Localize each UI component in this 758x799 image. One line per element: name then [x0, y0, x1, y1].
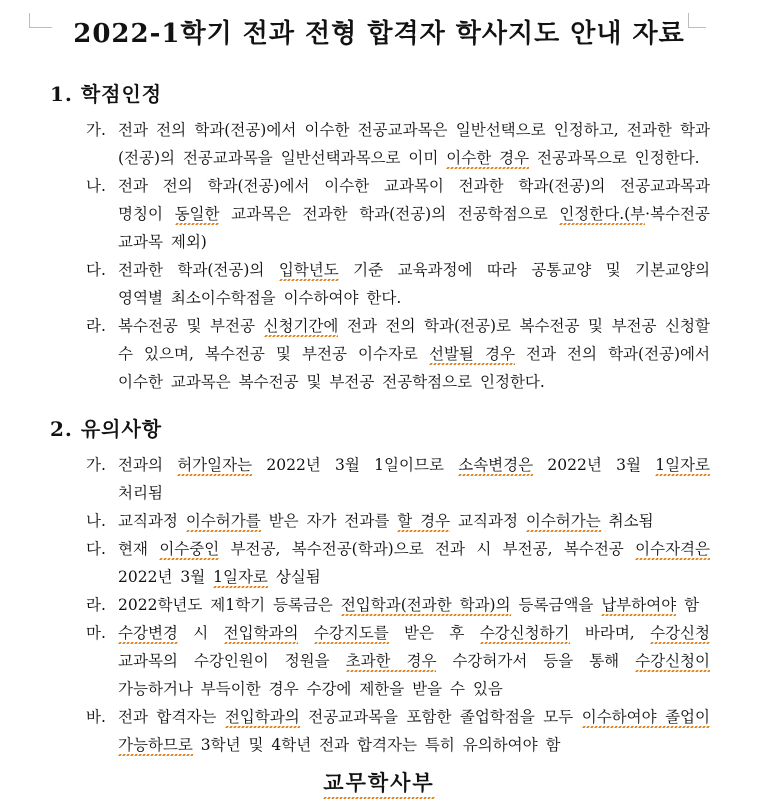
- item-text: [118, 591, 710, 619]
- page-margin-corner-mark-left: [29, 13, 52, 28]
- spellcheck-underlined-text: 이수한 경우: [446, 149, 530, 167]
- text-segment: 함: [676, 596, 700, 614]
- spellcheck-underlined-text: 수강신청하기: [479, 624, 570, 642]
- text-segment: 전과의: [118, 456, 178, 474]
- text-segment: 부전공, 복수전공(학과)으로 전과 시 부전공, 복수전공: [219, 540, 636, 558]
- item-label: 라.: [86, 317, 106, 335]
- spellcheck-underlined-text: 이수허가를: [185, 512, 261, 530]
- item-label: 나.: [86, 177, 106, 195]
- section-heading: 2. 유의사항: [50, 417, 163, 441]
- list-item: [86, 591, 710, 619]
- item-label: 다.: [86, 540, 106, 558]
- spellcheck-underlined-text: 전입학과의: [223, 624, 299, 642]
- document-body: [0, 78, 758, 759]
- spellcheck-underlined-text: 허가일자는: [177, 456, 253, 474]
- text-segment: 기준 교육과정에 따라 공통교양 및 기본교양의 영역별 최소이수학점을 이수하여야 한다.: [118, 261, 710, 307]
- spellcheck-underlined-text: 1일자로: [655, 456, 710, 474]
- spellcheck-underlined-text: 수강신청: [650, 624, 710, 642]
- text-segment: 받은 자가 전과를: [260, 512, 398, 530]
- spellcheck-underlined-text: 수강신청이: [635, 652, 710, 670]
- spellcheck-underlined-text: 소속변경은: [458, 456, 534, 474]
- list-item: [86, 172, 710, 256]
- text-segment: 수강허가서 등을 통해: [436, 652, 636, 670]
- text-segment: 취소됨: [600, 512, 654, 530]
- text-segment: 시: [177, 624, 224, 642]
- page-margin-corner-mark-right: [688, 13, 706, 28]
- spellcheck-underlined-text: 초과한 경우: [345, 652, 437, 670]
- section-credit-recognition: [50, 78, 710, 396]
- text-segment: 현재: [118, 540, 160, 558]
- item-label: 다.: [86, 261, 106, 279]
- spellcheck-underlined-text: 이수중인: [159, 540, 220, 558]
- text-segment: 복수전공 및 부전공: [118, 317, 264, 335]
- section-heading: 1. 학점인정: [50, 82, 163, 106]
- spellcheck-underlined-text: 입학년도: [278, 261, 339, 279]
- spellcheck-underlined-text: 선발될 경우: [428, 345, 515, 363]
- item-text: [118, 116, 710, 172]
- item-text: [118, 619, 710, 703]
- text-segment: 2022년 3월 1일이므로: [252, 456, 459, 474]
- item-text: [118, 256, 710, 312]
- text-segment: 전공교과목을 포함한 졸업학점을 모두: [299, 708, 582, 726]
- item-text: [118, 172, 710, 256]
- item-label: 나.: [86, 512, 106, 530]
- spellcheck-underlined-text: 신청기간에: [263, 317, 339, 335]
- item-label: 가.: [86, 456, 106, 474]
- spellcheck-underlined-text: 인정한다.(부: [559, 205, 646, 223]
- list-item: [86, 451, 710, 507]
- spellcheck-underlined-text: 전입학과(전과한 학과)의: [340, 596, 511, 614]
- text-segment: 전공과목으로 인정한다.: [529, 149, 700, 167]
- item-text: [118, 451, 710, 507]
- text-segment: 전과 전의 학과(전공)로 복수전공 및 부전공 신청할 수 있으며, 복수전공 및 부전공 이수자로: [118, 317, 710, 363]
- spellcheck-underlined-text: 이수자격은: [635, 540, 711, 558]
- list-item: [86, 619, 710, 703]
- list-item: [86, 256, 710, 312]
- text-segment: 전과 전의 학과(전공)에서 이수한 교과목은 복수전공 및 부전공 전공학점으로 인정한다.: [118, 345, 711, 391]
- text-segment: 교과목의 수강인원이 정원을: [118, 652, 346, 670]
- text-segment: 등록금액을: [510, 596, 602, 614]
- text-segment: [298, 624, 313, 642]
- spellcheck-underlined-text: 1일자로: [213, 568, 268, 586]
- text-segment: 전과 전의 학과(전공)에서 이수한 전공교과목은 일반선택으로 인정하고, 전과한 학과(전공)의 전공교과목을 일반선택과목으로 이미: [118, 121, 710, 167]
- spellcheck-underlined-text: 이수하여야 졸업이 가능하므로: [118, 708, 710, 754]
- text-segment: 교직과정: [450, 512, 526, 530]
- text-segment: 교과목은 전과한 학과(전공)의 전공학점으로: [219, 205, 560, 223]
- list-item: [86, 312, 710, 396]
- text-segment: 2022년 3월: [533, 456, 656, 474]
- document-footer: [0, 767, 758, 799]
- text-segment: 가능하거나 부득이한 경우 수강에 제한을 받을 수 있음: [118, 680, 503, 698]
- text-segment: 바라며,: [569, 624, 651, 642]
- text-segment: 받은 후: [388, 624, 480, 642]
- list-item: [86, 507, 710, 535]
- text-segment: 전과한 학과(전공)의: [118, 261, 279, 279]
- item-label: 마.: [86, 624, 106, 642]
- text-segment: 2022년 3월: [118, 568, 214, 586]
- item-label: 바.: [86, 708, 106, 726]
- text-segment: 전과 합격자는: [118, 708, 225, 726]
- spellcheck-underlined-text: 수강변경: [118, 624, 178, 642]
- spellcheck-underlined-text: 납부하여야: [601, 596, 677, 614]
- section-notes: [50, 413, 710, 759]
- item-text: [118, 507, 710, 535]
- spellcheck-underlined-text: 이수허가는: [525, 512, 601, 530]
- text-segment: 2022학년도 제1학기 등록금은: [118, 596, 341, 614]
- item-text: [118, 312, 710, 396]
- text-segment: 교직과정: [118, 512, 186, 530]
- item-label: 라.: [86, 596, 106, 614]
- text-segment: ·복수전공 교과목 제외): [118, 205, 710, 251]
- text-segment: 상실됨: [267, 568, 321, 586]
- list-item: [86, 116, 710, 172]
- text-segment: 전과 전의 학과(전공)에서 이수한 교과목이 전과한 학과(전공)의 전공교과목과 명칭이: [118, 177, 710, 223]
- list-item: [86, 535, 710, 591]
- spellcheck-underlined-text: 동일한: [174, 205, 220, 223]
- text-segment: 처리됨: [118, 484, 163, 502]
- spellcheck-underlined-text: 전입학과의: [224, 708, 300, 726]
- spellcheck-underlined-text: 할 경우: [397, 512, 451, 530]
- document-title: 2022-1학기 전과 전형 합격자 학사지도 안내 자료: [73, 19, 685, 49]
- item-text: [118, 535, 710, 591]
- text-segment: 3학년 및 4학년 전과 합격자는 특히 유의하여야 함: [192, 736, 561, 754]
- item-label: 가.: [86, 121, 106, 139]
- spellcheck-underlined-text: 수강지도를: [313, 624, 389, 642]
- issuing-office-name: 교무학사부: [323, 767, 434, 799]
